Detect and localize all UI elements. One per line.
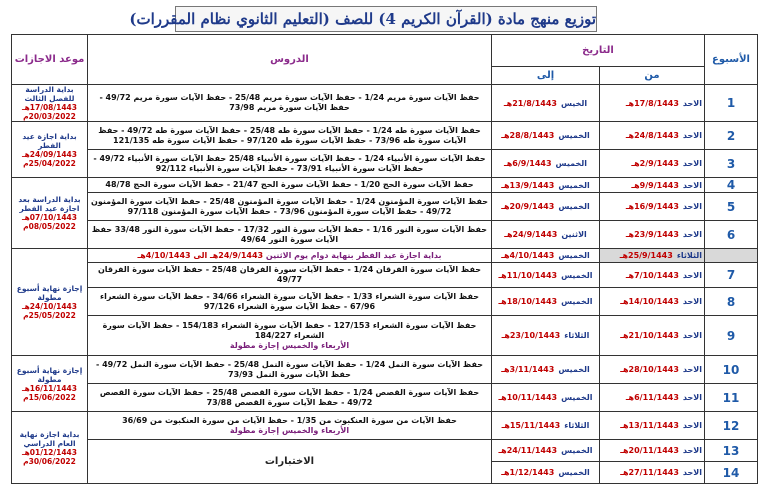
to-cell xyxy=(492,412,600,440)
from-day: الاحد xyxy=(682,297,702,306)
from-cell xyxy=(600,193,705,221)
lessons-cell: حفظ الآيات سورة الحج 1/20 - حفظ الآيات سورة الحج 21/47 - حفظ الآيات سورة الحج 48/78 xyxy=(88,178,492,193)
table-row xyxy=(12,178,758,193)
to-date: 15/11/1443هـ xyxy=(501,421,561,430)
from-day: الاحد xyxy=(682,202,702,211)
table-row xyxy=(12,193,758,221)
to-cell xyxy=(492,249,600,263)
to-date: 1/12/1443هـ xyxy=(501,468,555,477)
lessons-cell: حفظ الآيات سورة القصص 1/24 - حفظ الآيات سورة القصص 25/48 - حفظ الآيات سورة القصص 49/72 - حفظ الآيات سورة القصص 73/88 xyxy=(88,384,492,412)
vacation-cell xyxy=(12,356,88,412)
to-day: الثلاثاء xyxy=(564,331,590,340)
to-cell xyxy=(492,440,600,462)
to-date: 10/11/1443هـ xyxy=(498,393,558,402)
header-week: الأسبوع xyxy=(705,35,758,85)
to-day: الاثنين xyxy=(561,230,587,239)
lessons-cell: حفظ الآيات سورة مريم 1/24 - حفظ الآيات سورة مريم 25/48 - حفظ الآيات سورة مريم 49/72 - حفظ الآيات سورة مريم 73/98 xyxy=(88,85,492,122)
vacation-text: بداية اجازة عيد الفطر xyxy=(22,131,77,150)
holiday-text: بداية اجازة عيد الفطر بنهاية دوام يوم الاثنين xyxy=(265,250,442,260)
lessons-cell: حفظ الآيات سورة الفرقان 1/24 - حفظ الآيات سورة الفرقان 25/48 - حفظ الآيات سورة الفرقان 49/77 xyxy=(88,263,492,288)
vacation-date-greg: 30/06/2022م xyxy=(23,456,76,466)
to-cell xyxy=(492,221,600,249)
from-day: الاحد xyxy=(682,365,702,374)
to-cell xyxy=(492,384,600,412)
from-day: الاحد xyxy=(682,270,702,280)
from-day: الاحد xyxy=(682,180,702,190)
to-date: 20/9/1443هـ xyxy=(501,202,555,211)
from-day: الاحد xyxy=(682,230,702,239)
from-day: الاحد xyxy=(682,98,702,108)
from-day: الاحد xyxy=(682,159,702,168)
exams-cell: الاختبارات xyxy=(88,440,492,484)
lessons-cell: حفظ الآيات سورة الشعراء 1/33 - حفظ الآيات سورة الشعراء 34/66 - حفظ الآيات سورة الشعراء 67/96 - حفظ الآيات سورة الشعراء 97/126 xyxy=(88,288,492,316)
from-date: 23/9/1443هـ xyxy=(625,230,679,239)
from-day: الاحد xyxy=(682,131,702,140)
to-date: 6/9/1443هـ xyxy=(504,159,552,168)
from-cell xyxy=(600,288,705,316)
vacation-date-hijri: 17/08/1443هـ xyxy=(22,103,77,112)
from-cell xyxy=(600,462,705,484)
from-date: 21/10/1443هـ xyxy=(620,331,679,340)
to-cell xyxy=(492,122,600,150)
from-cell xyxy=(600,412,705,440)
to-date: 3/11/1443هـ xyxy=(501,365,555,374)
from-cell xyxy=(600,263,705,288)
from-date: 2/9/1443هـ xyxy=(631,159,679,168)
to-date: 4/10/1443هـ xyxy=(501,251,555,260)
week-number: 1 xyxy=(705,85,758,122)
to-date: 11/10/1443هـ xyxy=(498,270,558,280)
vacation-text: بداية الدراسة للفصل الثالث xyxy=(24,85,75,103)
to-cell xyxy=(492,462,600,484)
extra-note: الأربعاء والخميس إجازة مطولة xyxy=(229,340,350,350)
vacation-cell xyxy=(12,249,88,356)
to-cell xyxy=(492,288,600,316)
vacation-date-hijri: 07/10/1443هـ xyxy=(22,213,77,222)
from-date: 9/9/1443هـ xyxy=(631,180,679,190)
to-day: الخميس xyxy=(561,446,593,455)
from-cell xyxy=(600,221,705,249)
vacation-date-greg: 20/03/2022م xyxy=(23,112,76,121)
lessons-text: حفظ الآيات من سورة العنكبوت من 1/35 - حفظ الآيات من سورة العنكبوت من 36/69 xyxy=(122,415,457,425)
vacation-date-hijri: 24/09/1443هـ xyxy=(22,149,77,159)
week-number: 4 xyxy=(705,178,758,193)
from-day: الاحد xyxy=(682,468,702,477)
table-row xyxy=(12,150,758,178)
vacation-date-hijri: 16/11/1443هـ xyxy=(22,383,77,393)
week-number: 3 xyxy=(705,150,758,178)
to-date: 28/8/1443هـ xyxy=(501,131,555,140)
vacation-date-greg: 15/06/2022م xyxy=(23,392,76,402)
to-day: الخميس xyxy=(555,159,587,168)
header-vacations: موعد الاجازات xyxy=(12,35,88,85)
to-date: 13/9/1443هـ xyxy=(501,180,555,190)
holiday-note xyxy=(88,249,492,263)
to-cell xyxy=(492,263,600,288)
vacation-date-greg: 08/05/2022م xyxy=(23,222,76,231)
week-number: 6 xyxy=(705,221,758,249)
to-day: الخميس xyxy=(558,131,590,140)
from-cell xyxy=(600,178,705,193)
from-cell xyxy=(600,316,705,356)
from-cell xyxy=(600,440,705,462)
table-row xyxy=(12,384,758,412)
holiday-dates: 24/9/1443هـ الى 4/10/1443هـ xyxy=(137,250,264,260)
to-cell xyxy=(492,193,600,221)
lessons-cell xyxy=(88,316,492,356)
from-day: الاحد xyxy=(682,393,702,402)
vacation-text: بداية اجازة نهاية العام الدراسي xyxy=(19,429,80,448)
header-lessons: الدروس xyxy=(88,35,492,85)
from-date: 7/10/1443هـ xyxy=(625,270,679,280)
vacation-date-greg: 25/05/2022م xyxy=(23,311,76,320)
to-day: الخميس xyxy=(558,365,590,374)
from-day: الاحد xyxy=(682,331,702,340)
to-date: 21/8/1443هـ xyxy=(503,98,557,108)
header-date: التاريخ xyxy=(492,35,705,67)
week-number: 10 xyxy=(705,356,758,384)
vacation-date-greg: 25/04/2022م xyxy=(23,158,76,168)
header-to: إلى xyxy=(492,67,600,85)
to-day: الخميس xyxy=(558,202,590,211)
from-date: 28/10/1443هـ xyxy=(620,365,679,374)
to-day: الخميس xyxy=(558,251,590,260)
week-number: 9 xyxy=(705,316,758,356)
curriculum-table xyxy=(11,34,758,484)
header-from: من xyxy=(600,67,705,85)
table-row xyxy=(12,440,758,462)
to-cell xyxy=(492,178,600,193)
vacation-cell xyxy=(12,122,88,178)
lessons-cell xyxy=(88,412,492,440)
extra-note: الأربعاء والخميس إجازة مطولة xyxy=(229,425,350,435)
table-row xyxy=(12,316,758,356)
to-day: الخميس xyxy=(561,270,593,280)
from-day: الاحد xyxy=(682,421,702,430)
to-date: 24/9/1443هـ xyxy=(504,230,558,239)
from-cell xyxy=(600,122,705,150)
to-day: الخيس xyxy=(561,98,588,108)
week-number: 5 xyxy=(705,193,758,221)
page-title: توزيع منهج مادة (القرآن الكريم 4) للصف (التعليم الثانوي نظام المقررات) xyxy=(175,6,597,32)
table-row xyxy=(12,356,758,384)
from-date: 17/8/1443هـ xyxy=(625,98,679,108)
holiday-row xyxy=(12,249,758,263)
vacation-text: إجازة نهاية أسبوع مطولة xyxy=(16,365,83,384)
from-cell xyxy=(600,249,705,263)
from-cell xyxy=(600,150,705,178)
week-number: 11 xyxy=(705,384,758,412)
lessons-cell: حفظ الآيات سورة المؤمنون 1/24 - حفظ الآيات سورة المؤمنون 25/48 - حفظ الآيات سورة المؤمنون 49/72 - حفظ الآيات سورة المؤمنون 73/96 - حفظ الآيات سورة المؤمنون 97/118 xyxy=(88,193,492,221)
from-date: 20/11/1443هـ xyxy=(620,446,679,455)
from-date: 6/11/1443هـ xyxy=(625,393,679,402)
week-number: 12 xyxy=(705,412,758,440)
from-date: 14/10/1443هـ xyxy=(620,297,679,306)
week-number: 14 xyxy=(705,462,758,484)
table-row xyxy=(12,85,758,122)
from-cell xyxy=(600,85,705,122)
from-date: 24/8/1443هـ xyxy=(625,131,679,140)
to-day: الخميس xyxy=(558,180,590,190)
lessons-cell: حفظ الآيات سورة الأنبياء 1/24 - حفظ الآيات سورة الأنبياء 25/48 حفظ الآيات سورة الأنبياء 49/72 - حفظ الآيات سورة الأنبياء 73/91 - حفظ الآيات سورة الأنبياء 92/112 xyxy=(88,150,492,178)
table-row xyxy=(12,263,758,288)
lessons-cell: حفظ الآيات سورة طه 1/24 - حفظ الآيات سورة طه 25/48 - حفظ الآيات سورة طه 49/72 - حفظ الآيات سورة طه 73/96 - حفظ الآيات سورة طه 97/120 - حفظ الآيات سورة طه 121/135 xyxy=(88,122,492,150)
from-cell xyxy=(600,356,705,384)
lessons-cell: حفظ الآيات سورة النور 1/16 - حفظ الآيات سورة النور 17/32 - حفظ الآيات سورة النور 33/48 حفظ الآيات سورة النور 49/64 xyxy=(88,221,492,249)
to-date: 23/10/1443هـ xyxy=(501,331,561,340)
week-number: 7 xyxy=(705,263,758,288)
table-row xyxy=(12,221,758,249)
to-date: 18/10/1443هـ xyxy=(498,297,558,306)
from-day: الثلاثاء xyxy=(676,251,702,260)
week-number: 13 xyxy=(705,440,758,462)
to-cell xyxy=(492,316,600,356)
lessons-cell: حفظ الآيات سورة النمل 1/24 - حفظ الآيات سورة النمل 25/48 - حفظ الآيات سورة النمل 49/72 - حفظ الآيات سورة النمل 73/93 xyxy=(88,356,492,384)
vacation-cell xyxy=(12,412,88,484)
week-number: 8 xyxy=(705,288,758,316)
to-day: الخميس xyxy=(561,393,593,402)
to-cell xyxy=(492,85,600,122)
from-day: الاحد xyxy=(682,446,702,455)
to-day: الخميس xyxy=(558,468,590,477)
table-row xyxy=(12,288,758,316)
vacation-cell xyxy=(12,178,88,249)
vacation-cell xyxy=(12,85,88,122)
to-date: 24/11/1443هـ xyxy=(498,446,558,455)
vacation-text: إجازة نهاية أسبوع مطولة xyxy=(16,284,83,302)
to-cell xyxy=(492,356,600,384)
week-number: 2 xyxy=(705,122,758,150)
table-row xyxy=(12,122,758,150)
lessons-text: حفظ الآيات سورة الشعراء 127/153 - حفظ الآيات سورة الشعراء 154/183 - حفظ الآيات سورة الشعراء 184/227 xyxy=(102,320,477,340)
from-date: 27/11/1443هـ xyxy=(620,468,679,477)
to-cell xyxy=(492,150,600,178)
from-date: 16/9/1443هـ xyxy=(625,202,679,211)
from-date: 13/11/1443هـ xyxy=(620,421,679,430)
to-day: الثلاثاء xyxy=(564,421,590,430)
from-cell xyxy=(600,384,705,412)
from-date: 25/9/1443هـ xyxy=(619,251,673,260)
vacation-text: بداية الدراسة بعد اجازة عيد الفطر xyxy=(18,195,81,213)
to-day: الخميس xyxy=(561,297,593,306)
vacation-date-hijri: 24/10/1443هـ xyxy=(22,302,77,311)
vacation-date-hijri: 01/12/1443هـ xyxy=(22,447,77,457)
table-row xyxy=(12,412,758,440)
week-number xyxy=(705,249,758,263)
